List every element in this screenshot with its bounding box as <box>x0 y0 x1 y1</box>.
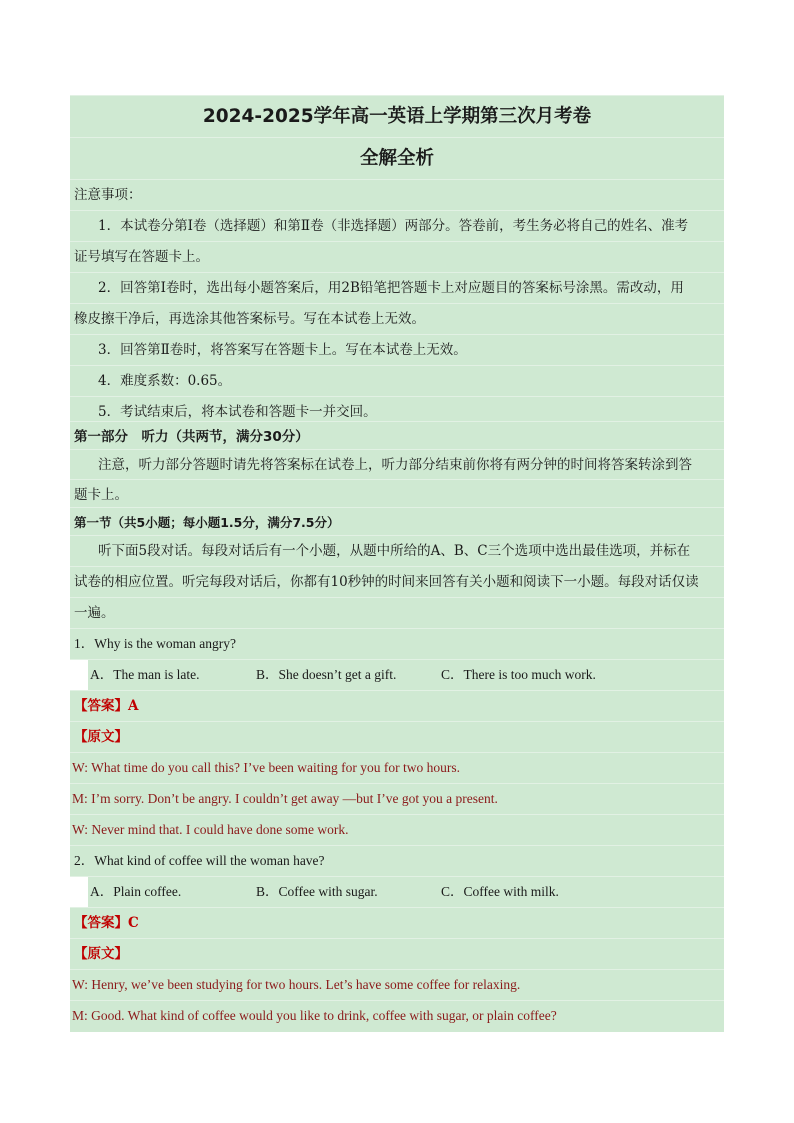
answer-label: 【答案】A <box>70 690 724 721</box>
option-row-gap <box>70 877 88 907</box>
answer-label: 【答案】C <box>70 907 724 938</box>
page-subtitle: 全解全析 <box>70 137 724 179</box>
notice-line: 证号填写在答题卡上。 <box>70 241 724 272</box>
option-row <box>70 876 724 907</box>
option-row-gap <box>70 660 88 690</box>
notice-line: 3．回答第Ⅱ卷时，将答案写在答题卡上。写在本试卷上无效。 <box>70 334 724 365</box>
question-stem: 1．Why is the woman angry? <box>70 628 724 659</box>
part1-heading: 第一部分 听力（共两节，满分30分） <box>70 421 724 452</box>
section1-line: 试卷的相应位置。听完每段对话后，你都有10秒钟的时间来回答有关小题和阅读下一小题。每段对话仅读 <box>70 566 724 597</box>
transcript-line: W: What time do you call this? I’ve been waiting for you for two hours. <box>70 752 724 783</box>
part1-note-line: 注意，听力部分答题时请先将答案标在试卷上，听力部分结束前你将有两分钟的时间将答案转涂到答 <box>70 449 724 480</box>
notice-line: 橡皮擦干净后，再选涂其他答案标号。写在本试卷上无效。 <box>70 303 724 334</box>
transcript-label: 【原文】 <box>70 938 724 969</box>
transcript-line: W: Henry, we’ve been studying for two hours. Let’s have some coffee for relaxing. <box>70 969 724 1000</box>
transcript-label: 【原文】 <box>70 721 724 752</box>
notice-line: 1．本试卷分第Ⅰ卷（选择题）和第Ⅱ卷（非选择题）两部分。答卷前，考生务必将自己的姓名、准考 <box>70 210 724 241</box>
option-c: C．Coffee with milk. <box>441 884 559 899</box>
section1-heading: 第一节（共5小题；每小题1.5分，满分7.5分） <box>70 507 724 538</box>
option-a: A．Plain coffee. <box>90 884 182 899</box>
option-row <box>70 659 724 690</box>
option-a: A．The man is late. <box>90 667 200 682</box>
transcript-line: W: Never mind that. I could have done some work. <box>70 814 724 845</box>
page-title: 2024-2025学年高一英语上学期第三次月考卷 <box>70 95 724 137</box>
notice-line: 5．考试结束后，将本试卷和答题卡一并交回。 <box>70 396 724 427</box>
option-c: C．There is too much work. <box>441 667 596 682</box>
transcript-line: M: I’m sorry. Don’t be angry. I couldn’t get away —but I’ve got you a present. <box>70 783 724 814</box>
question-stem: 2．What kind of coffee will the woman have? <box>70 845 724 876</box>
exam-sheet <box>70 95 724 1032</box>
notice-line: 2．回答第Ⅰ卷时，选出每小题答案后，用2B铅笔把答题卡上对应题目的答案标号涂黑。需改动，用 <box>70 272 724 303</box>
section1-line: 一遍。 <box>70 597 724 628</box>
notice-header: 注意事项： <box>70 179 724 210</box>
option-b: B．Coffee with sugar. <box>256 884 378 899</box>
section1-line: 听下面5段对话。每段对话后有一个小题，从题中所给的A、B、C三个选项中选出最佳选项，并标在 <box>70 535 724 566</box>
option-b: B．She doesn’t get a gift. <box>256 667 397 682</box>
notice-line: 4．难度系数：0.65。 <box>70 365 724 396</box>
part1-note-line: 题卡上。 <box>70 479 724 510</box>
transcript-line: M: Good. What kind of coffee would you like to drink, coffee with sugar, or plain coffee? <box>70 1000 724 1032</box>
